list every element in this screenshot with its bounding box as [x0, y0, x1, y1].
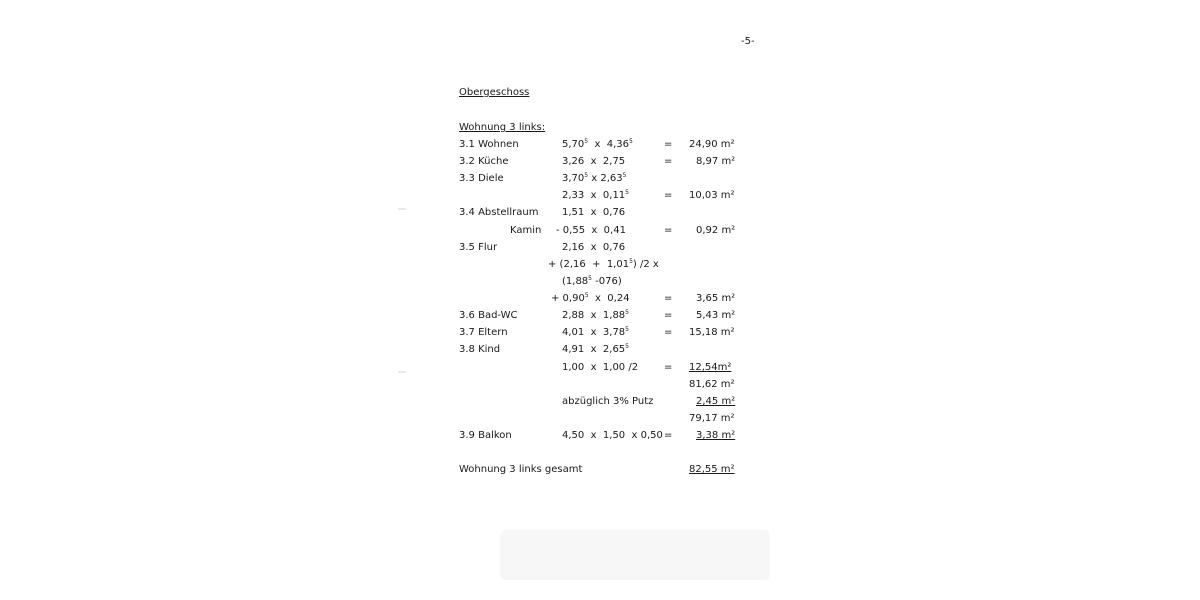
area-value: 12,54m² — [689, 362, 732, 373]
section-title: Obergeschoss — [459, 87, 530, 98]
room-label: 3.5 Flur — [459, 242, 498, 253]
room-label: 3.2 Küche — [459, 156, 509, 167]
formula: 5,70$^5$ x 4,36$^5$ — [562, 138, 633, 150]
scan-mark — [398, 371, 406, 373]
area-value: 15,18 m² — [689, 327, 735, 338]
equals-sign: = — [664, 430, 673, 441]
total-label: Wohnung 3 links gesamt — [459, 464, 583, 475]
room-label: 3.9 Balkon — [459, 430, 512, 441]
area-value: 0,92 m² — [696, 225, 736, 236]
subtotal-value: 81,62 m² — [689, 379, 735, 390]
room-label: 3.1 Wohnen — [459, 139, 519, 150]
formula: 3,26 x 2,75 — [562, 156, 626, 167]
formula: 2,88 x 1,88$^5$ — [562, 309, 629, 321]
page-number: -5- — [741, 36, 755, 47]
room-label: Kamin — [510, 225, 542, 236]
formula: 4,91 x 2,65$^5$ — [562, 343, 629, 355]
area-value: 8,97 m² — [696, 156, 736, 167]
equals-sign: = — [664, 310, 673, 321]
apartment-title: Wohnung 3 links: — [459, 122, 546, 133]
area-value: 24,90 m² — [689, 139, 735, 150]
area-value: 3,65 m² — [696, 293, 736, 304]
formula: 4,01 x 3,78$^5$ — [562, 326, 629, 338]
formula: 2,16 x 0,76 — [562, 242, 626, 253]
room-label: 3.7 Eltern — [459, 327, 508, 338]
room-label: 3.4 Abstellraum — [459, 207, 539, 218]
area-value: 5,43 m² — [696, 310, 736, 321]
net-value: 79,17 m² — [689, 413, 735, 424]
equals-sign: = — [664, 327, 673, 338]
formula: 2,33 x 0,11$^5$ — [562, 189, 629, 201]
formula: 4,50 x 1,50 x 0,50 — [562, 430, 663, 441]
room-label: 3.3 Diele — [459, 173, 504, 184]
formula: + (2,16 + 1,01$^5$) /2 x — [548, 258, 659, 270]
equals-sign: = — [664, 293, 673, 304]
equals-sign: = — [664, 156, 673, 167]
equals-sign: = — [664, 190, 673, 201]
formula: - 0,55 x 0,41 — [556, 225, 626, 236]
total-value: 82,55 m² — [689, 464, 735, 475]
area-value: 10,03 m² — [689, 190, 735, 201]
room-label: 3.6 Bad-WC — [459, 310, 518, 321]
equals-sign: = — [664, 225, 673, 236]
equals-sign: = — [664, 362, 673, 373]
equals-sign: = — [664, 139, 673, 150]
scan-smudge — [500, 530, 770, 580]
deduction-value: 2,45 m² — [696, 396, 736, 407]
formula: 3,70$^5$ x 2,63$^5$ — [562, 172, 627, 184]
room-label: 3.8 Kind — [459, 344, 501, 355]
area-value: 3,38 m² — [696, 430, 736, 441]
deduction-label: abzüglich 3% Putz — [562, 396, 654, 407]
formula: + $0,90^5$ x 0,24 — [551, 292, 630, 304]
scan-mark — [398, 208, 406, 210]
formula: 1,51 x 0,76 — [562, 207, 626, 218]
formula: (1,88$^5$ -076) — [562, 275, 622, 287]
formula: 1,00 x 1,00 /2 — [562, 362, 639, 373]
